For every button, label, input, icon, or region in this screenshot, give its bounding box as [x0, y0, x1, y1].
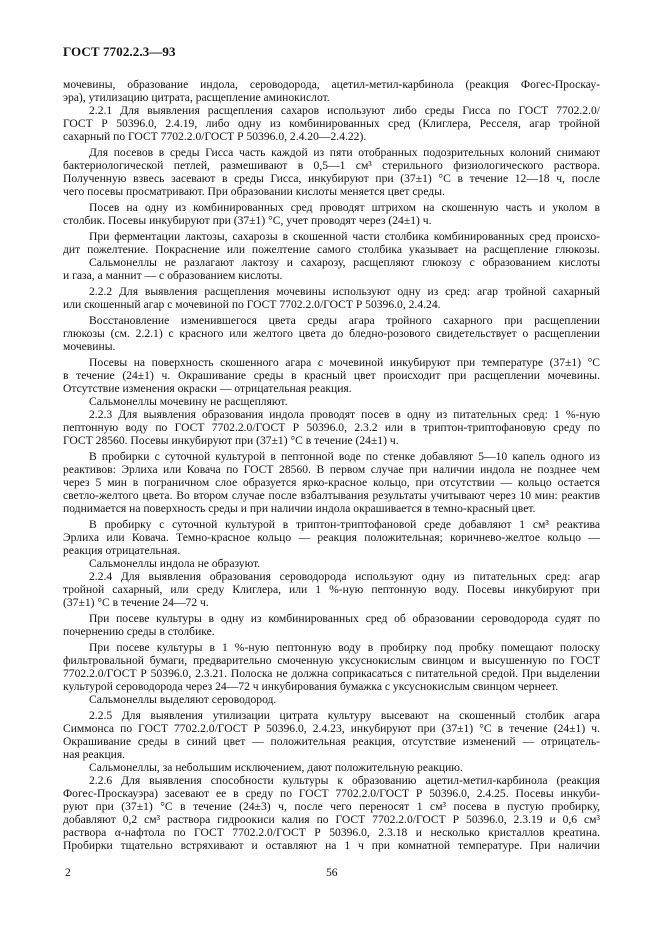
text-line: Посев на одну из комбинированных сред проводят штрихом на скошенную часть и уколом в: [89, 201, 600, 214]
text-line: Сальмонеллы, за небольшим исключением, дают положительную реакцию.: [89, 761, 463, 774]
text-line: 2.2.6 Для выявления способности культуры к образованию ацетил-метил-карбинола (реакция: [89, 774, 600, 787]
text-line: 2.2.2 Для выявления расщепления мочевины используют одну из сред: агар тройной сахарный: [89, 285, 600, 298]
text-line: и газа, а маннит — с образованием кислоты.: [63, 269, 283, 282]
text-line: в течение (24±1) ч. Окрашивание среды в красный цвет происходит при расщеплении мочевины.: [63, 369, 600, 382]
text-line: (37±1) °С в течение 24—72 ч.: [63, 596, 209, 609]
text-line: столбик. Посевы инкубируют при (37±1) °С, учет проводят через (24±1) ч.: [63, 214, 432, 227]
text-line: Пробирки тщательно встряхивают и оставляют на 1 ч при комнатной температуре. При наличии: [63, 839, 600, 852]
text-line: реакция отрицательная.: [63, 544, 181, 557]
text-line: Полученную взвесь засевают в среды Гисса, инкубируют при (37±1) °С в течение 12—18 ч, после: [63, 172, 600, 185]
text-line: светло-желтого цвета. Во втором случае после взбалтывания результаты учитывают через 10 мин: реактив: [63, 489, 600, 502]
text-line: Симмонса по ГОСТ 7702.2.0/ГОСТ Р 50396.0, 2.4.23, инкубируют при (37±1) °С в течение (24±1) ч.: [63, 722, 600, 735]
text-line: Сальмонеллы выделяют сероводород.: [89, 693, 277, 706]
text-line: При посеве культуры в одну из комбинированных сред об образовании сероводорода судят по: [89, 612, 600, 625]
text-line: В пробирки с суточной культурой в пептонной воде по стенке добавляют 5—10 капель одного из: [89, 450, 600, 463]
footer-page-left: 2: [65, 866, 71, 879]
text-line: раствора α-нафтола по ГОСТ 7702.2.0/ГОСТ Р 50396.0, 2.3.18 и несколько кристаллов креатина.: [63, 826, 600, 839]
text-line: тройной сахарный, или среду Клиглера, или 1 %-ную пептонную воду. Посевы инкубируют при: [63, 583, 600, 596]
text-line: ГОСТ 28560. Посевы инкубируют при (37±1) °С в течение (24±1) ч.: [63, 434, 399, 447]
text-line: Отсутствие изменения окраски — отрицательная реакция.: [63, 382, 352, 395]
text-line: чего посевы просматривают. При образовании кислоты меняется цвет среды.: [63, 185, 445, 198]
text-line: или скошенный агар с мочевиной по ГОСТ 7702.2.0/ГОСТ Р 50396.0, 2.4.24.: [63, 298, 441, 311]
text-line: 2.2.5 Для выявления утилизации цитрата культуру высевают на скошенный столбик агара: [89, 709, 600, 722]
text-line: Сальмонеллы индола не образуют.: [89, 557, 261, 570]
text-line: Посевы на поверхность скошенного агара с мочевиной инкубируют при температуре (37±1) °С: [89, 356, 600, 369]
text-line: дит пожелтение. Покраснение или пожелтение самого столбика указывает на расщепление глюкозы.: [63, 243, 600, 256]
text-line: 7702.2.0/ГОСТ Р 50396.0, 2.3.21. Полоска не должна соприкасаться с питательной средой. При выделении: [63, 667, 600, 680]
text-line: В пробирку с суточной культурой в триптон-триптофановой среде добавляют 1 см³ реактива: [89, 518, 600, 531]
text-line: культурой сероводорода через 24—72 ч инкубирования бумажка с уксуснокислым свинцом чернеет.: [63, 680, 559, 693]
footer-page-number: 56: [326, 866, 338, 879]
text-line: 2.2.4 Для выявления образования сероводорода используют одну из питательных сред: агар: [89, 570, 600, 583]
text-line: ГОСТ Р 50396.0, 2.4.19, либо одну из комбинированных сред (Клиглера, Ресселя, агар тройной: [63, 117, 600, 130]
document-header: ГОСТ 7702.2.3—93: [63, 44, 176, 59]
text-line: фильтровальной бумаги, предварительно смоченную уксуснокислым свинцом и высушенную по ГОСТ: [63, 654, 600, 667]
text-line: Восстановление изменившегося цвета среды агара тройного сахарного при расщеплении: [89, 314, 600, 327]
text-line: руют при (37±1) °С в течение (24±3) ч, после чего переносят 1 см³ посева в пустую пробирку,: [63, 800, 600, 813]
text-line: 2.2.1 Для выявления расщепления сахаров используют либо среды Гисса по ГОСТ 7702.2.0/: [89, 104, 600, 117]
text-line: 2.2.3 Для выявления образования индола проводят посев в одну из питательных сред: 1 %-ную: [89, 408, 600, 421]
text-line: бактериологической петлей, размешивают в 0,5—1 см³ стерильного физиологического раствора.: [63, 159, 600, 172]
text-line: реактивов: Эрлиха или Ковача по ГОСТ 28560. В первом случае при наличии индола не позднее чем: [63, 463, 600, 476]
text-line: через 5 мин в пограничном слое образуется ярко-красное кольцо, при отсутствии — кольцо остается: [63, 476, 600, 489]
text-line: Сальмонеллы мочевину не расщепляют.: [89, 395, 288, 408]
text-line: ная реакция.: [63, 748, 126, 761]
text-line: При ферментации лактозы, сахарозы в скошенной части столбика комбинированных сред происхо-: [89, 230, 600, 243]
text-line: При посеве культуры в 1 %-ную пептонную воду в пробирку под пробку помещают полоску: [89, 641, 600, 654]
text-line: Окрашивание среды в синий цвет — положительная реакция, отсутствие изменений — отрицатель-: [63, 735, 600, 748]
text-line: почернению среды в столбике.: [63, 625, 215, 638]
text-line: Сальмонеллы не разлагают лактозу и сахарозу, расщепляют глюкозу с образованием кислоты: [89, 256, 600, 269]
text-line: мочевины, образование индола, сероводорода, ацетил-метил-карбинола (реакция Фогес-Проскау-: [63, 78, 600, 91]
text-line: глюкозы (см. 2.2.1) с красного или желтого цвета до бледно-розового свидетельствует о расщеплении: [63, 327, 600, 340]
text-line: эра), утилизацию цитрата, расщепление аминокислот.: [63, 91, 330, 104]
text-line: пептонную воду по ГОСТ 7702.2.0/ГОСТ Р 50396.0, 2.3.2 или в триптон-триптофановую среду по: [63, 421, 600, 434]
text-line: Фогес-Проскауэра) засевают ее в среду по ГОСТ 7702.2.0/ГОСТ Р 50396.0, 2.4.25. Посевы инкуби-: [63, 787, 600, 800]
text-line: сахарный по ГОСТ 7702.2.0/ГОСТ Р 50396.0, 2.4.20—2.4.22).: [63, 130, 367, 143]
text-line: Эрлиха или Ковача. Темно-красное кольцо — реакция положительная; коричнево-желтое кольцо —: [63, 531, 600, 544]
text-line: поднимается на поверхность среды и при наличии индола окрашивается в темно-красный цвет.: [63, 502, 536, 515]
text-line: добавляют 0,2 см³ раствора гидроокиси калия по ГОСТ 7702.2.0/ГОСТ Р 50396.0, 2.3.19 и 0,6 см³: [63, 813, 600, 826]
text-line: мочевины.: [63, 340, 116, 353]
text-line: Для посевов в среды Гисса часть каждой из пяти отобранных подозрительных колоний снимают: [89, 146, 600, 159]
